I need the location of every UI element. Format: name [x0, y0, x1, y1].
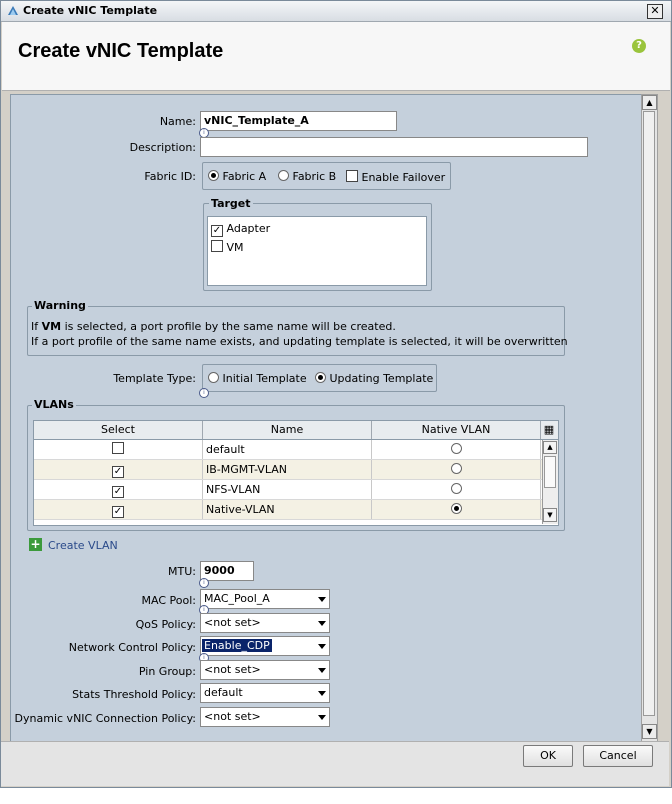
vlan-name: NFS-VLAN	[203, 480, 372, 499]
vlan-select-checkbox[interactable]: ✓	[113, 466, 123, 477]
native-vlan-radio[interactable]	[451, 443, 462, 454]
vlans-title: VLANs	[34, 398, 74, 411]
ok-button[interactable]: OK	[523, 745, 573, 767]
vlan-name: IB-MGMT-VLAN	[203, 460, 372, 479]
target-title: Target	[211, 197, 251, 210]
fabric-a-label: Fabric A	[222, 170, 267, 183]
vlan-name: Native-VLAN	[203, 500, 372, 519]
chevron-down-icon	[318, 691, 326, 696]
table-row[interactable]	[34, 500, 542, 520]
info-icon: i	[199, 128, 209, 138]
table-row[interactable]	[34, 460, 542, 480]
close-icon[interactable]: ✕	[647, 4, 663, 19]
chevron-down-icon	[318, 644, 326, 649]
dialog-footer	[1, 741, 669, 786]
dynamic-vnic-policy-select[interactable]	[200, 707, 330, 727]
updating-template-radio[interactable]	[315, 372, 433, 385]
radio-selected-icon	[208, 170, 219, 181]
vlan-select-checkbox[interactable]: ✓	[113, 506, 123, 517]
info-icon: i	[199, 653, 209, 663]
vlan-table-header	[34, 421, 558, 440]
qos-policy-label: QoS Policy:	[135, 618, 196, 631]
initial-template-label: Initial Template	[222, 372, 307, 385]
cancel-button[interactable]: Cancel	[583, 745, 653, 767]
name-label: Name:	[159, 115, 196, 128]
native-vlan-radio[interactable]	[451, 483, 462, 494]
scroll-down-icon[interactable]: ▼	[642, 724, 657, 739]
chevron-down-icon	[318, 668, 326, 673]
radio-icon	[208, 372, 219, 383]
native-vlan-radio[interactable]	[451, 463, 462, 474]
radio-selected-icon	[315, 372, 326, 383]
window-title: Create vNIC Template	[23, 4, 158, 17]
template-type-label: Template Type:	[113, 372, 196, 385]
chevron-down-icon	[318, 621, 326, 626]
info-icon: i	[199, 578, 209, 588]
vm-label: VM	[226, 241, 244, 254]
create-vlan-link[interactable]: Create VLAN	[48, 539, 118, 552]
vlan-select-checkbox[interactable]: ✓	[113, 486, 123, 497]
table-row[interactable]	[34, 440, 542, 460]
native-vlan-radio[interactable]	[451, 503, 462, 514]
vlan-select-checkbox[interactable]	[112, 442, 124, 454]
mac-pool-select[interactable]	[200, 589, 330, 609]
dialog-header	[2, 22, 670, 91]
network-control-policy-value: Enable_CDP	[204, 639, 270, 652]
fabric-a-radio[interactable]	[208, 170, 266, 183]
scroll-up-icon[interactable]: ▲	[642, 95, 657, 110]
scroll-up-icon[interactable]: ▲	[543, 441, 557, 454]
warning-vm-keyword: VM	[41, 320, 62, 333]
fabric-b-radio[interactable]	[278, 170, 336, 183]
warning-suffix: is selected, a port profile by the same name will be created.	[61, 320, 396, 333]
column-select[interactable]: Select	[34, 421, 203, 439]
column-native-vlan[interactable]: Native VLAN	[372, 421, 541, 439]
target-vm-checkbox[interactable]	[211, 240, 244, 254]
info-icon: i	[199, 605, 209, 615]
table-row[interactable]	[34, 480, 542, 500]
column-name[interactable]: Name	[203, 421, 372, 439]
name-input[interactable]: vNIC_Template_A	[200, 111, 397, 131]
checkbox-icon	[211, 240, 223, 252]
vlan-table-scrollbar[interactable]	[542, 440, 558, 524]
fabric-b-label: Fabric B	[292, 170, 337, 183]
check-icon: ✓	[212, 225, 222, 236]
mtu-label: MTU:	[168, 565, 196, 578]
fabric-id-label: Fabric ID:	[144, 170, 196, 183]
target-adapter-checkbox[interactable]	[211, 222, 270, 237]
info-icon: i	[199, 388, 209, 398]
mac-pool-value: MAC_Pool_A	[204, 592, 270, 605]
enable-failover-checkbox[interactable]	[346, 170, 445, 184]
scroll-down-icon[interactable]: ▼	[543, 508, 557, 522]
title-bar[interactable]	[1, 1, 671, 22]
enable-failover-label: Enable Failover	[361, 171, 446, 184]
checkbox-icon	[346, 170, 358, 182]
network-control-policy-label: Network Control Policy:	[68, 641, 196, 654]
vlan-table	[33, 420, 559, 526]
page-title: Create vNIC Template	[18, 40, 224, 62]
help-icon[interactable]: ?	[632, 39, 646, 53]
stats-threshold-policy-select[interactable]	[200, 683, 330, 703]
chevron-down-icon	[318, 715, 326, 720]
network-control-policy-select[interactable]	[200, 636, 330, 656]
warning-title: Warning	[34, 299, 86, 312]
column-chooser-icon[interactable]: ▦	[543, 423, 555, 436]
initial-template-radio[interactable]	[208, 372, 307, 385]
description-label: Description:	[129, 141, 196, 154]
dynamic-vnic-policy-label: Dynamic vNIC Connection Policy:	[14, 712, 196, 725]
vertical-scrollbar[interactable]	[641, 94, 658, 742]
dynamic-vnic-policy-value: <not set>	[204, 710, 261, 723]
description-input[interactable]	[200, 137, 588, 157]
qos-policy-select[interactable]	[200, 613, 330, 633]
mac-pool-label: MAC Pool:	[141, 594, 196, 607]
warning-line-2: If a port profile of the same name exists, and updating template is selected, it will be overwritten	[31, 335, 568, 348]
stats-threshold-policy-value: default	[204, 686, 243, 699]
stats-threshold-policy-label: Stats Threshold Policy:	[72, 688, 196, 701]
pin-group-value: <not set>	[204, 663, 261, 676]
add-icon[interactable]: +	[30, 537, 41, 551]
pin-group-label: Pin Group:	[138, 665, 196, 678]
pin-group-select[interactable]	[200, 660, 330, 680]
vlan-name: default	[203, 440, 372, 459]
radio-icon	[278, 170, 289, 181]
warning-prefix: If	[31, 320, 42, 333]
scroll-thumb[interactable]	[643, 111, 655, 716]
chevron-down-icon	[318, 597, 326, 602]
warning-line-1	[31, 320, 396, 333]
adapter-label: Adapter	[226, 222, 271, 235]
updating-template-label: Updating Template	[329, 372, 434, 385]
scroll-thumb[interactable]	[544, 456, 556, 488]
app-icon	[7, 5, 19, 17]
qos-policy-value: <not set>	[204, 616, 261, 629]
mtu-input[interactable]: 9000	[200, 561, 254, 581]
